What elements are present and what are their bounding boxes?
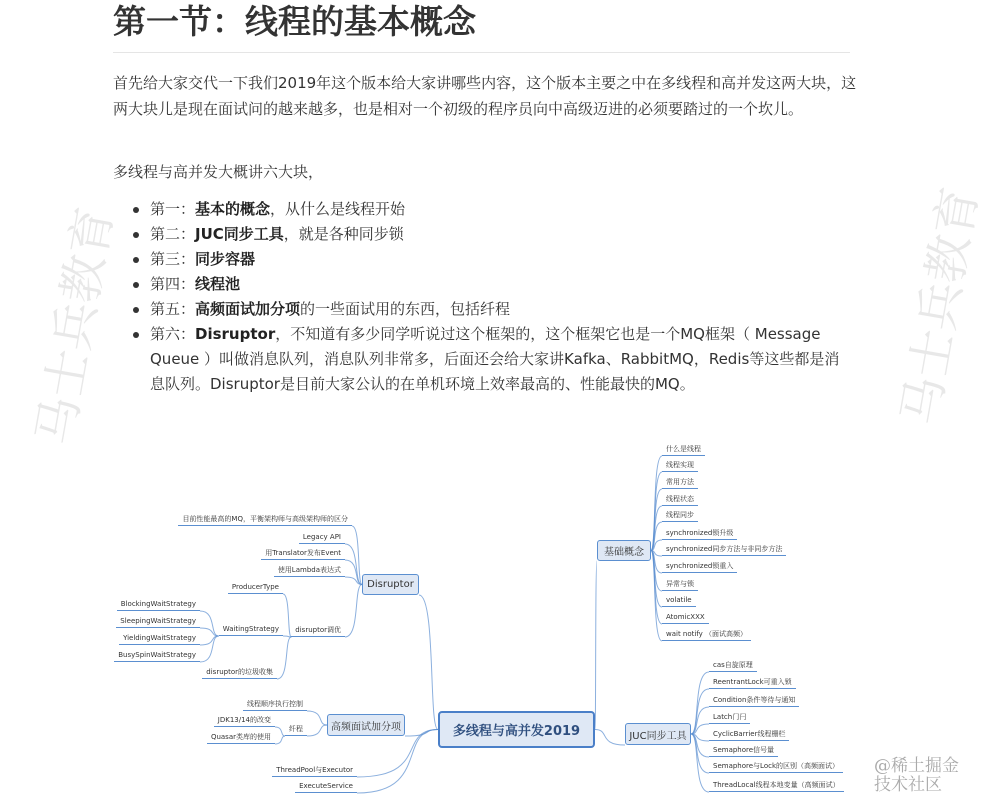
leaf: synchronized锁重入 [662,561,737,573]
node-basics: 基础概念 [597,540,651,561]
watermark-text: 马士兵教育 [27,203,124,450]
summary-paragraph: 多线程与高并发大概讲六大块， [113,163,324,181]
item-prefix: 第三： [150,250,196,268]
leaf: BusySpinWaitStrategy [114,650,200,662]
item-bold: Disruptor [195,325,276,343]
item-bold: 线程池 [195,275,241,293]
leaf: Quasar类库的使用 [207,732,275,744]
connector [277,637,291,679]
leaf: Legacy API [299,532,345,544]
mindmap-root: 多线程与高并发2019 [438,711,595,748]
leaf: 线程状态 [662,494,698,506]
item-prefix: 第六： [150,325,196,343]
item-bold: 基本的概念 [195,200,271,218]
leaf: YieldingWaitStrategy [119,633,200,645]
connector [691,734,709,792]
leaf-waiting-strategy: WaitingStrategy [219,624,283,636]
connector [307,711,327,725]
connector [283,594,291,637]
item-text: ，不知道有多少同学听说过这个框架的，这个框架它也是一个MQ框架（ Message Queue ）叫做消息队列，消息队列非常多，后面还会给大家讲Kafka、RabbitMQ，Redis等这些都是消息队列。Disruptor是目前大家公认的在单机环境上效率最高的、性能最快的MQ。 [150,325,840,393]
leaf: ReentrantLock可重入锁 [709,677,796,689]
leaf: disruptor的垃圾收集 [202,667,277,679]
leaf: AtomicXXX [662,612,709,624]
item-prefix: 第一： [150,200,196,218]
connector [357,730,438,794]
connector [651,472,662,551]
leaf: Latch门闩 [709,712,750,724]
leaf: ExecuteService [295,781,357,793]
leaf: 常用方法 [662,477,698,489]
item-prefix: 第四： [150,275,196,293]
connector [283,636,291,637]
credit-watermark: @稀土掘金技术社区 [874,756,959,795]
node-bonus: 高频面试加分项 [327,714,405,736]
leaf: wait notify （面试高频） [662,629,751,641]
leaf: Condition条件等待与通知 [709,695,799,707]
leaf: 什么是线程 [662,444,705,456]
connector [275,736,285,744]
leaf: 目前性能最高的MQ，平衡架构师与高级架构师的区分 [178,514,352,526]
connector [651,551,662,625]
leaf: Semaphore与Lock的区别（高频面试） [709,761,843,773]
leaf: 线程同步 [662,510,698,522]
leaf: 线程顺序执行控制 [243,699,307,711]
connector [691,672,709,734]
connector [357,730,438,778]
leaf: JDK13/14的改变 [214,715,275,727]
leaf: CyclicBarrier线程栅栏 [709,729,789,741]
node-disruptor: Disruptor [362,574,419,595]
connector [345,585,362,638]
connector [595,561,597,730]
watermark-text: 马士兵教育 [892,183,989,430]
leaf: synchronized同步方法与非同步方法 [662,544,786,556]
leaf: 线程实现 [662,460,698,472]
leaf: ThreadLocal线程本地变量（高频面试） [709,780,844,792]
leaf: BlockingWaitStrategy [117,599,200,611]
page-title: 第一节：线程的基本概念 [113,2,476,41]
leaf: 异常与锁 [662,579,698,591]
item-bold: 高频面试加分项 [195,300,301,318]
leaf: SleepingWaitStrategy [116,616,200,628]
leaf: Semaphore信号量 [709,745,778,757]
item-prefix: 第二： [150,225,196,243]
item-bold: 同步容器 [195,250,256,268]
leaf: 使用Lambda表达式 [274,565,345,577]
connector [200,636,219,662]
node-juc: JUC同步工具 [625,723,691,745]
leaf: ThreadPool与Executor [272,765,357,777]
leaf-disruptor-tuning: disruptor调优 [291,625,345,637]
intro-paragraph: 首先给大家交代一下我们2019年这个版本给大家讲哪些内容，这个版本主要之中在多线程和高并发这两大块，这两大块儿是现在面试问的越来越多，也是相对一个初级的程序员向中高级迈进的必须要踏过的一个坎儿。 [113,74,857,118]
item-bold: JUC同步工具 [195,225,284,243]
leaf: synchronized锁升级 [662,528,737,540]
connector [419,595,438,730]
item-prefix: 第五： [150,300,196,318]
item-text: ，就是各种同步锁 [283,225,404,243]
connector [595,730,625,746]
leaf-fiber: 纤程 [285,724,307,736]
item-text: ，从什么是线程开始 [270,200,406,218]
connector [651,489,662,551]
item-text: 的一些面试用的东西，包括纤程 [300,300,511,318]
leaf: ProducerType [228,582,283,594]
leaf: volatile [662,595,696,607]
connector [275,727,285,736]
leaf: 用Translator发布Event [261,548,345,560]
leaf: cas自旋原理 [709,660,757,672]
connector [200,611,219,636]
connector [307,725,327,736]
